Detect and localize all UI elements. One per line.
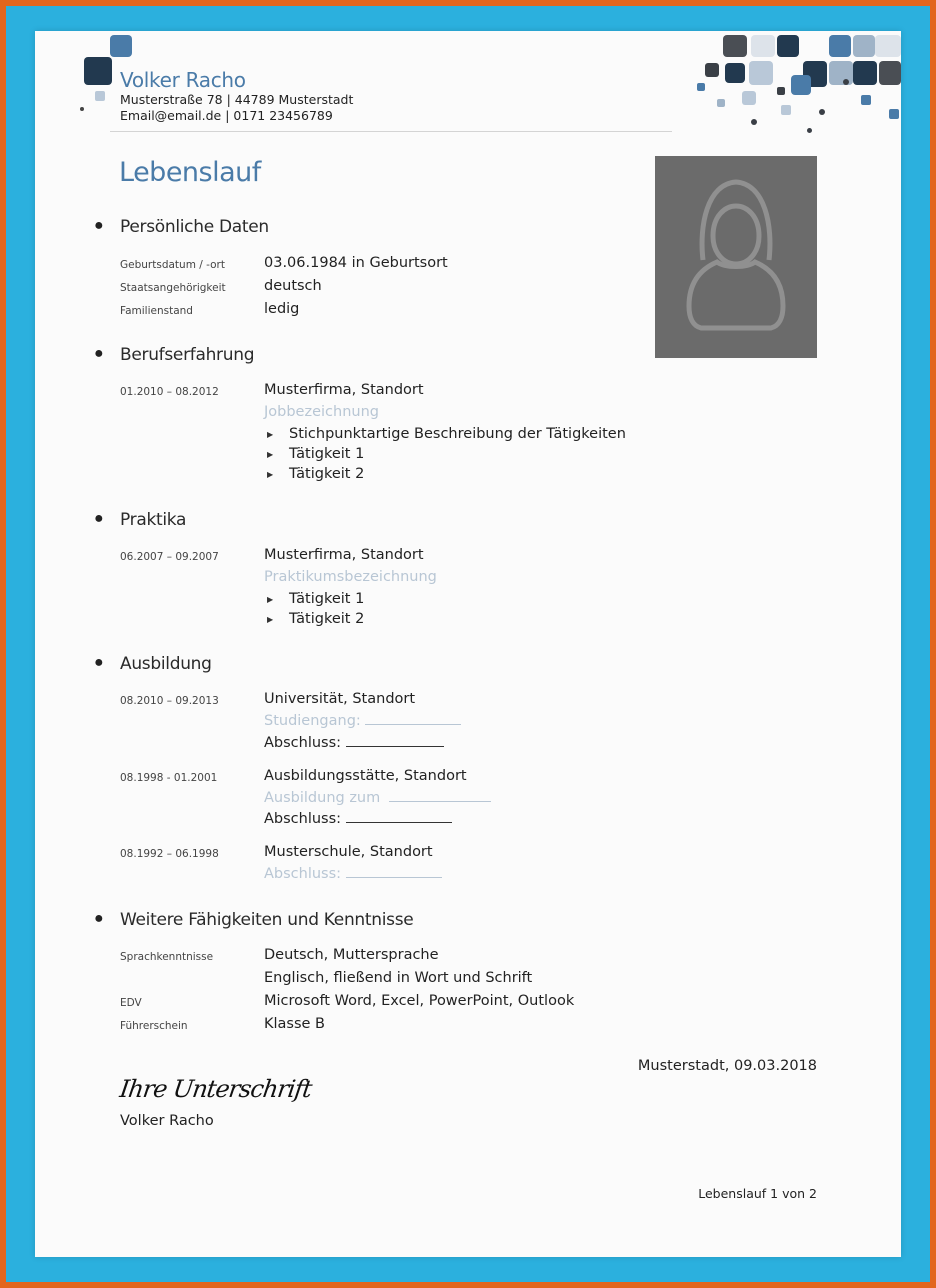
- education-sub-label: Abschluss:: [264, 866, 342, 882]
- arrow-right-icon: ▶: [267, 450, 274, 459]
- label-languages: Sprachkenntnisse: [120, 951, 214, 963]
- person-silhouette-icon: [655, 156, 817, 358]
- blank-line: [389, 800, 491, 802]
- experience-item: Tätigkeit 2: [289, 466, 365, 482]
- experience-item: Tätigkeit 1: [289, 446, 365, 462]
- page-title: Lebenslauf: [119, 157, 261, 188]
- label-edv: EDV: [120, 997, 142, 1009]
- education-sub: [264, 790, 491, 806]
- education-date: 08.1998 - 01.2001: [120, 772, 218, 784]
- experience-company: Musterfirma, Standort: [264, 382, 424, 398]
- education-date: 08.1992 – 06.1998: [120, 848, 219, 860]
- bullet-icon: ●: [94, 510, 104, 527]
- page-footer: Lebenslauf 1 von 2: [698, 1186, 817, 1201]
- value-birth: 03.06.1984 in Geburtsort: [264, 255, 448, 271]
- place-date: Musterstadt, 09.03.2018: [637, 1058, 817, 1074]
- applicant-name: Volker Racho: [120, 68, 246, 92]
- experience-date: 01.2010 – 08.2012: [120, 386, 219, 398]
- internship-company: Musterfirma, Standort: [264, 547, 424, 563]
- value-nationality: deutsch: [264, 278, 322, 294]
- arrow-right-icon: ▶: [267, 470, 274, 479]
- internship-date: 06.2007 – 09.2007: [120, 551, 219, 563]
- blank-line: [346, 821, 452, 823]
- header-divider: [110, 131, 672, 132]
- education-date: 08.2010 – 09.2013: [120, 695, 219, 707]
- section-heading-experience: Berufserfahrung: [120, 345, 255, 365]
- education-degree-label: Abschluss:: [264, 735, 342, 751]
- education-place: Universität, Standort: [264, 691, 416, 707]
- internship-item: Tätigkeit 2: [289, 611, 365, 627]
- education-sub-label: Ausbildung zum: [264, 790, 381, 806]
- handwritten-signature: Ihre Unterschrift: [118, 1075, 314, 1103]
- experience-item: Stichpunktartige Beschreibung der Tätigkeiten: [289, 426, 626, 442]
- blank-line: [346, 745, 444, 747]
- value-marital: ledig: [264, 301, 300, 317]
- section-heading-personal: Persönliche Daten: [120, 217, 269, 237]
- education-place: Musterschule, Standort: [264, 844, 433, 860]
- education-place: Ausbildungsstätte, Standort: [264, 768, 467, 784]
- signature-name: Volker Racho: [120, 1113, 214, 1129]
- education-degree-label: Abschluss:: [264, 811, 342, 827]
- arrow-right-icon: ▶: [267, 615, 274, 624]
- value-language: Englisch, fließend in Wort und Schrift: [264, 970, 533, 986]
- value-license: Klasse B: [264, 1016, 326, 1032]
- decorative-squares: [685, 31, 901, 141]
- bullet-icon: ●: [94, 910, 104, 927]
- contact-line: Email@email.de | 0171 23456789: [120, 108, 333, 123]
- education-sub: [264, 713, 461, 729]
- education-sub-label: Studiengang:: [264, 713, 361, 729]
- bullet-icon: ●: [94, 345, 104, 362]
- bullet-icon: ●: [94, 654, 104, 671]
- section-heading-education: Ausbildung: [120, 654, 212, 674]
- internship-item: Tätigkeit 1: [289, 591, 365, 607]
- value-language: Deutsch, Muttersprache: [264, 947, 439, 963]
- label-marital: Familienstand: [120, 305, 193, 317]
- photo-placeholder: [655, 156, 817, 358]
- arrow-right-icon: ▶: [267, 430, 274, 439]
- arrow-right-icon: ▶: [267, 595, 274, 604]
- cv-page: [35, 31, 901, 1257]
- blank-line: [346, 876, 442, 878]
- blank-line: [365, 723, 461, 725]
- education-degree: [264, 811, 452, 827]
- section-heading-skills: Weitere Fähigkeiten und Kenntnisse: [120, 910, 414, 930]
- education-degree: [264, 735, 444, 751]
- internship-role: Praktikumsbezeichnung: [264, 569, 437, 585]
- address-line: Musterstraße 78 | 44789 Musterstadt: [120, 92, 354, 107]
- section-heading-internships: Praktika: [120, 510, 187, 530]
- experience-role: Jobbezeichnung: [264, 404, 379, 420]
- value-edv: Microsoft Word, Excel, PowerPoint, Outlook: [264, 993, 575, 1009]
- label-license: Führerschein: [120, 1020, 188, 1032]
- education-sub: [264, 866, 442, 882]
- bullet-icon: ●: [94, 217, 104, 234]
- label-birth: Geburtsdatum / -ort: [120, 259, 225, 271]
- label-nationality: Staatsangehörigkeit: [120, 282, 226, 294]
